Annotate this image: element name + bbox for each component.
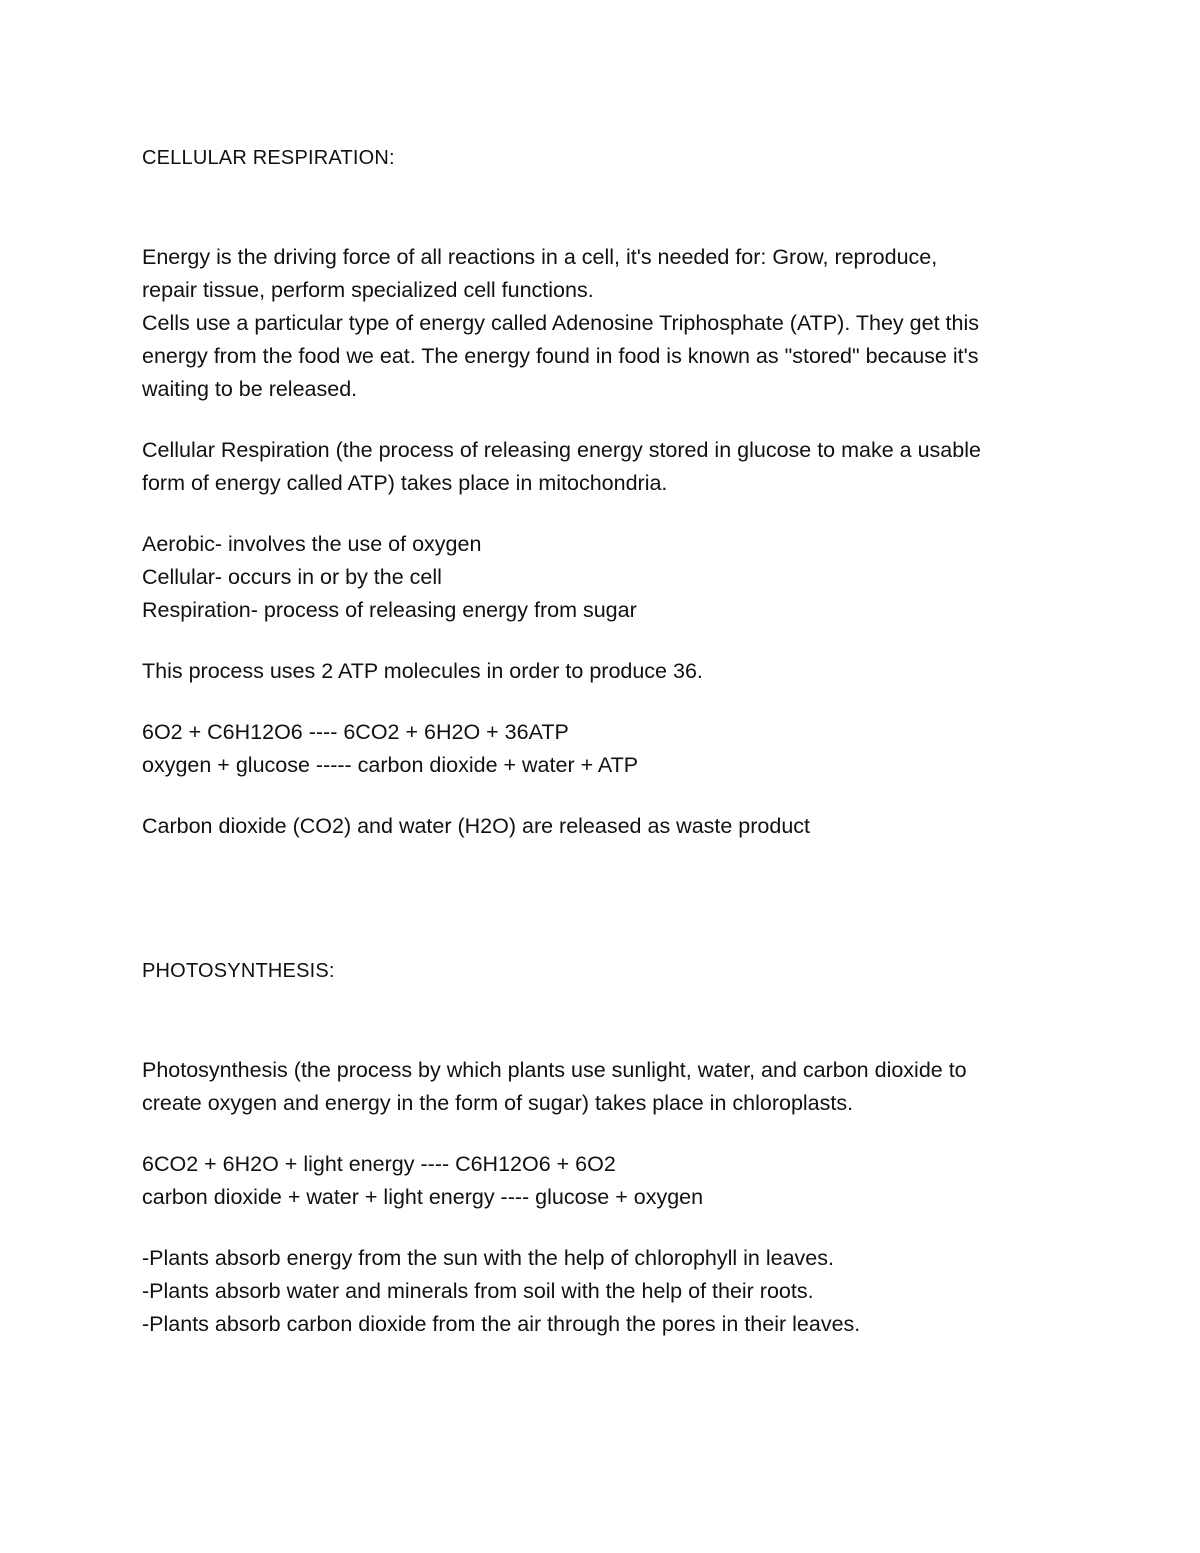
photosynthesis-facts-list xyxy=(142,1242,1102,1341)
equation-formula: 6O2 + C6H12O6 ---- 6CO2 + 6H2O + 36ATP xyxy=(142,720,569,744)
term-item: Respiration- process of releasing energy from sugar xyxy=(142,598,637,622)
waste-product-text: Carbon dioxide (CO2) and water (H2O) are released as waste product xyxy=(142,814,811,838)
terms-list xyxy=(142,528,1102,627)
fact-item: -Plants absorb water and minerals from soil with the help of their roots. xyxy=(142,1279,814,1303)
intro-line: repair tissue, perform specialized cell functions. xyxy=(142,278,594,302)
intro-paragraph xyxy=(142,241,1102,406)
photosynthesis-definition-paragraph xyxy=(142,1054,1102,1120)
respiration-definition-paragraph xyxy=(142,434,1102,500)
definition-line: form of energy called ATP) takes place in mitochondria. xyxy=(142,471,668,495)
equation-words: carbon dioxide + water + light energy ---- glucose + oxygen xyxy=(142,1185,704,1209)
equation-words: oxygen + glucose ----- carbon dioxide + water + ATP xyxy=(142,753,639,777)
intro-line: waiting to be released. xyxy=(142,377,358,401)
definition-line: create oxygen and energy in the form of sugar) takes place in chloroplasts. xyxy=(142,1091,854,1115)
intro-line: Energy is the driving force of all reactions in a cell, it's needed for: Grow, reproduce, xyxy=(142,245,938,269)
cellular-respiration-section xyxy=(142,142,1102,843)
document-content xyxy=(142,142,1102,1341)
cellular-respiration-heading: CELLULAR RESPIRATION: xyxy=(142,147,395,169)
photosynthesis-section xyxy=(142,955,1102,1341)
term-item: Cellular- occurs in or by the cell xyxy=(142,565,442,589)
intro-line: Cells use a particular type of energy called Adenosine Triphosphate (ATP). They get this xyxy=(142,311,979,335)
fact-item: -Plants absorb energy from the sun with the help of chlorophyll in leaves. xyxy=(142,1246,834,1270)
intro-line: energy from the food we eat. The energy found in food is known as "stored" because it's xyxy=(142,344,979,368)
term-item: Aerobic- involves the use of oxygen xyxy=(142,532,482,556)
respiration-equation xyxy=(142,716,1102,782)
equation-formula: 6CO2 + 6H2O + light energy ---- C6H12O6 + 6O2 xyxy=(142,1152,616,1176)
atp-note xyxy=(142,655,1102,688)
photosynthesis-heading: PHOTOSYNTHESIS: xyxy=(142,960,335,982)
fact-item: -Plants absorb carbon dioxide from the air through the pores in their leaves. xyxy=(142,1312,861,1336)
definition-line: Photosynthesis (the process by which plants use sunlight, water, and carbon dioxide to xyxy=(142,1058,967,1082)
photosynthesis-equation xyxy=(142,1148,1102,1214)
waste-product-note xyxy=(142,810,1102,843)
atp-note-text: This process uses 2 ATP molecules in order to produce 36. xyxy=(142,659,703,683)
definition-line: Cellular Respiration (the process of releasing energy stored in glucose to make a usable xyxy=(142,438,981,462)
